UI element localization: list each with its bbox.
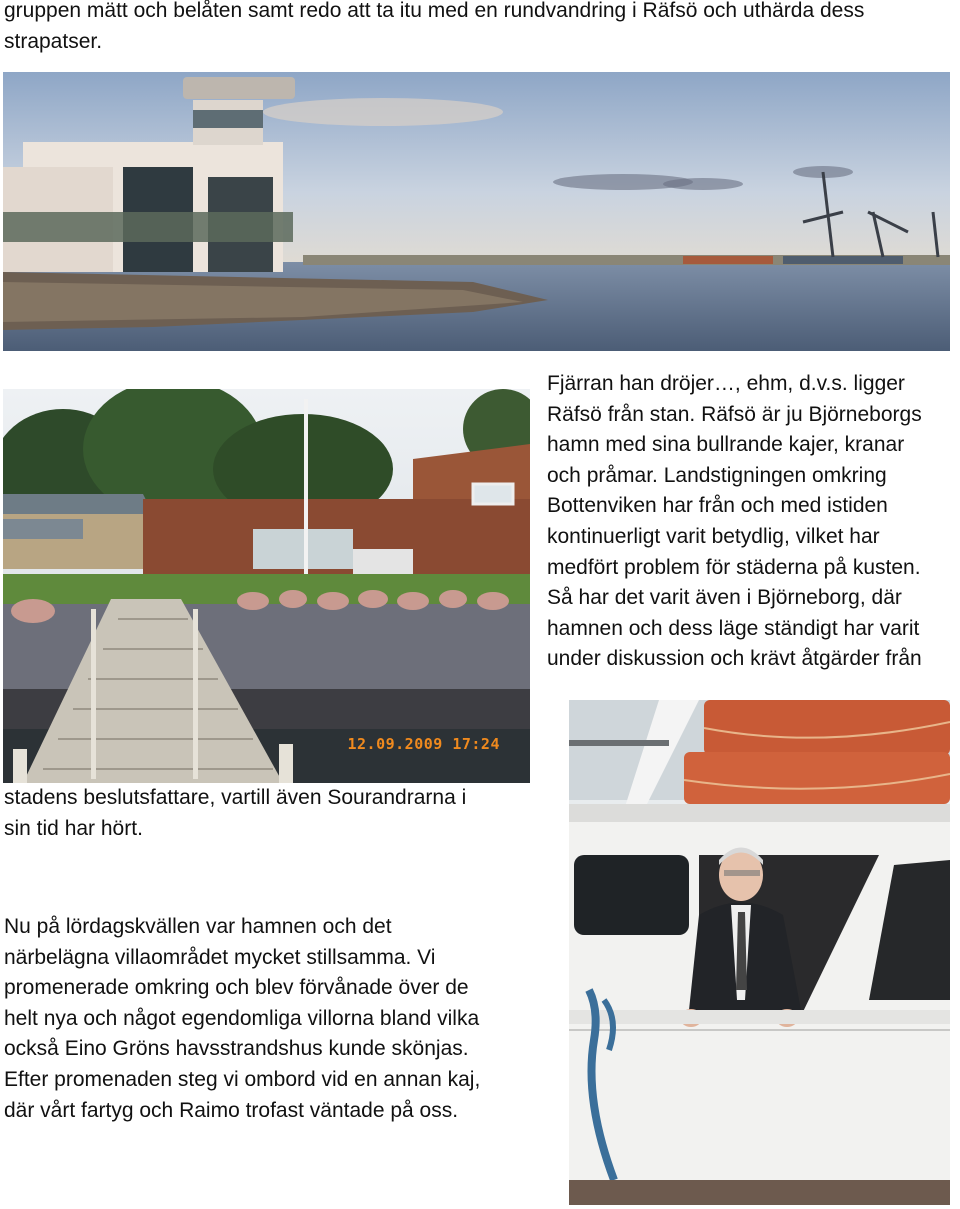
text-line: sin tid har hört. — [4, 816, 143, 840]
text-line: under diskussion och krävt åtgärder från — [547, 647, 922, 671]
text-line: promenerade omkring och blev förvånade över de — [4, 976, 469, 1000]
text-line: Efter promenaden steg vi ombord vid en annan kaj, — [4, 1067, 481, 1091]
text-line: strapatser. — [4, 29, 103, 53]
text-line: närbelägna villaområdet mycket stillsamma. Vi — [4, 945, 436, 969]
photo-timestamp: 12.09.2009 17:24 — [347, 735, 500, 753]
continued-paragraph — [4, 783, 466, 844]
text-line: kontinuerligt varit betydlig, vilket har — [547, 524, 880, 548]
text-line: stadens beslutsfattare, vartill även Sourandrarna i — [4, 786, 467, 809]
text-line: gruppen mätt och belåten samt redo att ta itu med en rundvandring i Räfsö och uthärda dess — [4, 0, 865, 22]
text-line: Så har det varit även i Björneborg, där — [547, 586, 902, 610]
text-line: hamn med sina bullrande kajer, kranar — [547, 433, 905, 457]
intro-paragraph — [4, 0, 864, 57]
text-line: Räfsö från stan. Räfsö är ju Björneborgs — [547, 402, 922, 426]
text-line: medfört problem för städerna på kusten. — [547, 555, 921, 579]
walk-paragraph — [4, 912, 480, 1126]
pier-photo — [3, 389, 530, 783]
text-line: Bottenviken har från och med istiden — [547, 494, 888, 518]
text-line: Nu på lördagskvällen var hamnen och det — [4, 915, 392, 938]
text-line: där vårt fartyg och Raimo trofast väntade på oss. — [4, 1098, 459, 1122]
harbour-photo — [3, 72, 950, 351]
text-line: helt nya och något egendomliga villorna bland vilka — [4, 1006, 480, 1030]
boat-photo — [569, 700, 950, 1205]
text-line: Fjärran han dröjer…, ehm, d.v.s. ligger — [547, 372, 905, 395]
harbour-paragraph — [547, 369, 922, 675]
text-line: hamnen och dess läge ständigt har varit — [547, 616, 920, 640]
text-line: och pråmar. Landstigningen omkring — [547, 463, 887, 487]
text-line: också Eino Gröns havsstrandshus kunde skönjas. — [4, 1037, 469, 1061]
